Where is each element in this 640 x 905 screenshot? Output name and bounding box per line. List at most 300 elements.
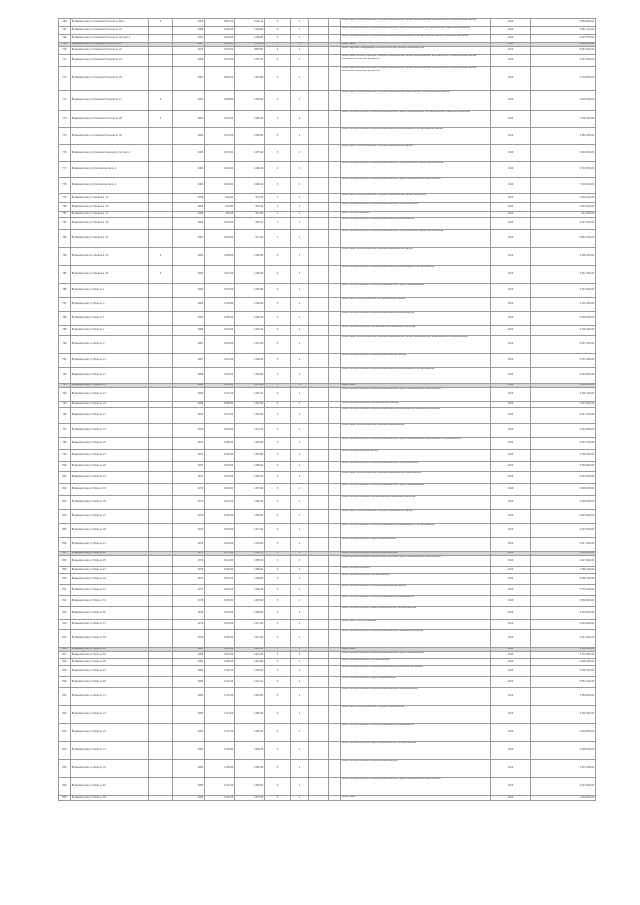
apartments-cell <box>309 218 329 230</box>
row-number: 802 <box>59 484 71 496</box>
series-cell <box>149 760 173 778</box>
series-cell <box>149 35 173 43</box>
works-description-cell: Ремонт крыш, системы отопления, холодного водоснабжения, водоотведения <box>341 472 491 484</box>
cost-cell: 2 976 200,00 <box>531 194 596 203</box>
floors-cell: 5 <box>265 368 291 384</box>
table-body <box>59 19 596 801</box>
series-cell <box>149 524 173 538</box>
address-cell: Владимирская ул. Ленина д. 23 <box>71 248 149 266</box>
total-area-cell: 1511,50 <box>205 55 235 67</box>
address-cell: Владимирская ул. Мира д. 31 <box>71 472 149 484</box>
apartments-cell <box>309 47 329 55</box>
deadline-year-cell: 2019 <box>491 284 531 298</box>
table-row <box>59 67 596 91</box>
works-description-cell: Ремонт системы отопления, электроснабжения, подвальных помещений <box>341 326 491 336</box>
living-area-cell: 1306,40 <box>235 354 265 368</box>
row-number: 778 <box>59 178 71 194</box>
row-number: 796 <box>59 408 71 424</box>
total-area-cell: 1511,00 <box>205 128 235 145</box>
apartments-cell <box>309 742 329 760</box>
works-description-cell: Ремонт крыш, системы отопления, холодного водоснабжения, горячего водоснабжения, водоотведения, электроснабжения <box>341 336 491 354</box>
entrances-cell: 4 <box>291 55 309 67</box>
extra-cell <box>329 128 341 145</box>
series-cell <box>149 574 173 585</box>
extra-cell <box>329 596 341 607</box>
cost-cell: 5 224 000,00 <box>531 145 596 162</box>
floors-cell: 5 <box>265 128 291 145</box>
build-year-cell: 1971 <box>173 438 205 450</box>
build-year-cell: 1982 <box>173 688 205 706</box>
build-year-cell: 1983 <box>173 724 205 742</box>
series-cell <box>149 724 173 742</box>
living-area-cell: 1357,40 <box>235 484 265 496</box>
row-number: 824 <box>59 742 71 760</box>
works-description-cell: Ремонт системы отопления, холодного водоснабжения, горячего водоснабжения <box>341 284 491 298</box>
living-area-cell: 1262,00 <box>235 91 265 111</box>
address-cell: Владимирская ул. Мира д. 25 <box>71 438 149 450</box>
address-cell: Владимирская ул. Мира д. 83 <box>71 796 149 801</box>
works-description-cell: Ремонт системы отопления <box>341 212 491 218</box>
row-number: 827 <box>59 796 71 801</box>
entrances-cell: 4 <box>291 128 309 145</box>
floors-cell: 5 <box>265 408 291 424</box>
deadline-year-cell: 2019 <box>491 67 531 91</box>
cost-cell: 4 876 500,00 <box>531 91 596 111</box>
deadline-year-cell: 2019 <box>491 19 531 27</box>
extra-cell <box>329 574 341 585</box>
total-area-cell: 1738,40 <box>205 760 235 778</box>
address-cell: Владимирская ул. Ленина д. 13 <box>71 194 149 203</box>
series-cell <box>149 677 173 688</box>
extra-cell <box>329 484 341 496</box>
cost-cell: 3 604 800,00 <box>531 724 596 742</box>
works-description-cell: Ремонт системы отопления, холодного водоснабжения, водоотведения, электроснабжения <box>341 266 491 284</box>
apartments-cell <box>309 336 329 354</box>
floors-cell: 5 <box>265 538 291 552</box>
address-cell: Владимирская ул. Мира д. 55 <box>71 607 149 620</box>
living-area-cell: 813,30 <box>235 212 265 218</box>
table-row <box>59 35 596 43</box>
works-description-cell: Ремонт системы отопления, электроснабжения <box>341 574 491 585</box>
cost-cell: 3 205 600,00 <box>531 496 596 510</box>
entrances-cell: 4 <box>291 67 309 91</box>
cost-cell: 2 914 600,00 <box>531 620 596 630</box>
total-area-cell: 1620,30 <box>205 510 235 524</box>
works-description-cell: Ремонт системы отопления, электроснабжения, фасада <box>341 402 491 408</box>
total-area-cell: 1417,20 <box>205 266 235 284</box>
row-number: 798 <box>59 438 71 450</box>
series-cell <box>149 538 173 552</box>
row-number: 781 <box>59 212 71 218</box>
entrances-cell: 4 <box>291 724 309 742</box>
total-area-cell: 1699,10 <box>205 659 235 666</box>
works-description-cell: Ремонт системы отопления, холодного водоснабжения, фасада <box>341 354 491 368</box>
build-year-cell: 1967 <box>173 354 205 368</box>
extra-cell <box>329 336 341 354</box>
extra-cell <box>329 496 341 510</box>
address-cell: Владимирская ул. Мира д. 63 <box>71 652 149 659</box>
address-cell: Владимирская ул. Мира д. 33 <box>71 484 149 496</box>
entrances-cell: 4 <box>291 312 309 326</box>
deadline-year-cell: 2019 <box>491 55 531 67</box>
series-cell <box>149 230 173 248</box>
row-number: 793 <box>59 384 71 388</box>
apartments-cell <box>309 796 329 801</box>
deadline-year-cell: 2019 <box>491 47 531 55</box>
series-cell <box>149 706 173 724</box>
series-cell: II <box>149 19 173 27</box>
floors-cell: 5 <box>265 496 291 510</box>
works-description-cell: Ремонт крыш <box>341 384 491 388</box>
address-cell: Владимирская ул. Мира д. 73 <box>71 706 149 724</box>
series-cell <box>149 354 173 368</box>
build-year-cell: 1976 <box>173 567 205 574</box>
row-number: 780 <box>59 203 71 212</box>
works-description-cell: Ремонт системы отопления, горячего водоснабжения <box>341 538 491 552</box>
build-year-cell: 1963 <box>173 266 205 284</box>
cost-cell: 8 254 200,00 <box>531 47 596 55</box>
series-cell <box>149 298 173 312</box>
series-cell <box>149 688 173 706</box>
cost-cell: 2 615 000,00 <box>531 203 596 212</box>
series-cell <box>149 55 173 67</box>
build-year-cell: 1977 <box>173 585 205 596</box>
build-year-cell: 1985 <box>173 796 205 801</box>
table-row <box>59 298 596 312</box>
build-year-cell: 1964 <box>173 284 205 298</box>
living-area-cell: 1325,70 <box>235 388 265 402</box>
build-year-cell: 1967 <box>173 43 205 47</box>
floors-cell: 4 <box>265 27 291 35</box>
address-cell: Владимирская ул. Мира д. 57 <box>71 620 149 630</box>
total-area-cell: 1566,80 <box>205 402 235 408</box>
row-number: 820 <box>59 677 71 688</box>
series-cell <box>149 145 173 162</box>
address-cell: Владимирская ул. Мира д. 17 <box>71 388 149 402</box>
build-year-cell: 1967 <box>173 336 205 354</box>
build-year-cell: 1968 <box>173 55 205 67</box>
build-year-cell: 1965 <box>173 298 205 312</box>
table-row <box>59 145 596 162</box>
build-year-cell: 1979 <box>173 620 205 630</box>
living-area-cell: 1469,00 <box>235 778 265 796</box>
living-area-cell: 1296,40 <box>235 298 265 312</box>
works-description-cell: Ремонт системы отопления, холодного водоснабжения, электроснабжения <box>341 203 491 212</box>
row-number: 810 <box>59 574 71 585</box>
entrances-cell: 4 <box>291 574 309 585</box>
table-row <box>59 111 596 128</box>
entrances-cell: 4 <box>291 388 309 402</box>
table-row <box>59 524 596 538</box>
cost-cell: 3 775 200,00 <box>531 585 596 596</box>
series-cell <box>149 666 173 677</box>
series-cell: II <box>149 248 173 266</box>
floors-cell: 5 <box>265 472 291 484</box>
table-row <box>59 688 596 706</box>
cost-cell: 2 458 700,00 <box>531 574 596 585</box>
living-area-cell: 1318,60 <box>235 368 265 384</box>
deadline-year-cell: 2019 <box>491 574 531 585</box>
row-number: 791 <box>59 354 71 368</box>
total-area-cell: 1642,80 <box>205 556 235 567</box>
apartments-cell <box>309 596 329 607</box>
total-area-cell: 1821,70 <box>205 19 235 27</box>
deadline-year-cell: 2019 <box>491 585 531 596</box>
total-area-cell: 1574,40 <box>205 145 235 162</box>
living-area-cell: 1284,80 <box>235 35 265 43</box>
entrances-cell: 4 <box>291 630 309 648</box>
works-description-cell: Ремонт системы отопления, холодного водоснабжения, подвальных помещений <box>341 630 491 648</box>
floors-cell: 3 <box>265 194 291 203</box>
build-year-cell: 1970 <box>173 408 205 424</box>
cost-cell: 2 863 100,00 <box>531 230 596 248</box>
cost-cell: 3 981 200,00 <box>531 128 596 145</box>
floors-cell: 5 <box>265 706 291 724</box>
entrances-cell: 4 <box>291 326 309 336</box>
entrances-cell: 3 <box>291 91 309 111</box>
deadline-year-cell: 2019 <box>491 462 531 472</box>
works-description-cell: Ремонт системы отопления, холодного водоснабжения, горячего водоснабжения, водоотведения, электроснабжения <box>341 438 491 450</box>
extra-cell <box>329 556 341 567</box>
living-area-cell: 1194,80 <box>235 27 265 35</box>
table-row <box>59 496 596 510</box>
works-description-cell: Ремонт лифтового оборудования, системы отопления, холодного водоснабжения <box>341 47 491 55</box>
apartments-cell <box>309 630 329 648</box>
works-description-cell: Ремонт системы отопления <box>341 567 491 574</box>
cost-cell: 3 456 800,00 <box>531 462 596 472</box>
total-area-cell: 1682,20 <box>205 630 235 648</box>
address-cell: Владимирская ул. Мира д. 23 <box>71 424 149 438</box>
apartments-cell <box>309 178 329 194</box>
build-year-cell: 1966 <box>173 326 205 336</box>
works-description-cell: Ремонт системы отопления, холодного водоснабжения, горячего водоснабжения <box>341 484 491 496</box>
extra-cell <box>329 742 341 760</box>
row-number: 797 <box>59 424 71 438</box>
apartments-cell <box>309 538 329 552</box>
cost-cell: 4 238 700,00 <box>531 666 596 677</box>
cost-cell: 3 587 200,00 <box>531 354 596 368</box>
apartments-cell <box>309 111 329 128</box>
build-year-cell: 1958 <box>173 194 205 203</box>
extra-cell <box>329 688 341 706</box>
apartments-cell <box>309 128 329 145</box>
series-cell <box>149 567 173 574</box>
table-row <box>59 388 596 402</box>
living-area-cell: 1269,40 <box>235 128 265 145</box>
extra-cell <box>329 266 341 284</box>
series-cell <box>149 585 173 596</box>
deadline-year-cell: 2019 <box>491 556 531 567</box>
entrances-cell: 4 <box>291 760 309 778</box>
address-cell: Владимирская ул. Мира д. 75 <box>71 724 149 742</box>
living-area-cell: 2148,10 <box>235 178 265 194</box>
address-cell: Владимирская ул. Мира д. 45 <box>71 556 149 567</box>
row-number: 766 <box>59 19 71 27</box>
address-cell: Владимирская ул. Коммунистическая д. 32 корп.1 <box>71 145 149 162</box>
row-number: 811 <box>59 585 71 596</box>
extra-cell <box>329 55 341 67</box>
entrances-cell: 4 <box>291 585 309 596</box>
extra-cell <box>329 91 341 111</box>
living-area-cell: 1301,70 <box>235 326 265 336</box>
table-row <box>59 218 596 230</box>
living-area-cell: 822,70 <box>235 203 265 212</box>
series-cell <box>149 607 173 620</box>
series-cell <box>149 408 173 424</box>
address-cell: Владимирская ул. Мира д. 19 <box>71 402 149 408</box>
floors-cell: 5 <box>265 524 291 538</box>
total-area-cell: 1609,20 <box>205 484 235 496</box>
total-area-cell: 1592,40 <box>205 450 235 462</box>
table-row <box>59 666 596 677</box>
table-row <box>59 408 596 424</box>
table-row <box>59 585 596 596</box>
deadline-year-cell: 2019 <box>491 312 531 326</box>
row-number: 807 <box>59 552 71 556</box>
living-area-cell: 1408,60 <box>235 607 265 620</box>
living-area-cell: 1391,80 <box>235 67 265 91</box>
entrances-cell: 4 <box>291 43 309 47</box>
total-area-cell: 1588,90 <box>205 438 235 450</box>
living-area-cell: 1362,10 <box>235 496 265 510</box>
apartments-cell <box>309 230 329 248</box>
build-year-cell: 1960 <box>173 212 205 218</box>
entrances-cell: 4 <box>291 424 309 438</box>
cost-cell: 3 698 400,00 <box>531 484 596 496</box>
build-year-cell: 1959 <box>173 203 205 212</box>
extra-cell <box>329 312 341 326</box>
series-cell <box>149 484 173 496</box>
deadline-year-cell: 2019 <box>491 796 531 801</box>
total-area-cell: 1012,00 <box>205 218 235 230</box>
build-year-cell: 1978 <box>173 596 205 607</box>
total-area-cell: 936,40 <box>205 194 235 203</box>
floors-cell: 5 <box>265 688 291 706</box>
works-description-cell: Ремонт системы отопления, холодного водоснабжения, горячего водоснабжения, электроснабжения, подвальных помещений <box>341 111 491 128</box>
table-row <box>59 230 596 248</box>
entrances-cell: 4 <box>291 462 309 472</box>
row-number: 808 <box>59 556 71 567</box>
deadline-year-cell: 2019 <box>491 438 531 450</box>
address-cell: Владимирская ул. Мира д. 65 <box>71 659 149 666</box>
living-area-cell: 1265,10 <box>235 312 265 326</box>
address-cell: Владимирская ул. Мира д. 79 <box>71 760 149 778</box>
series-cell <box>149 47 173 55</box>
series-cell <box>149 652 173 659</box>
table-row <box>59 354 596 368</box>
apartments-cell <box>309 574 329 585</box>
works-description-cell: Ремонт системы отопления, холодного водоснабжения <box>341 760 491 778</box>
row-number: 779 <box>59 194 71 203</box>
row-number: 771 <box>59 55 71 67</box>
deadline-year-cell: 2019 <box>491 145 531 162</box>
cost-cell: 4 097 500,00 <box>531 524 596 538</box>
floors-cell: 5 <box>265 354 291 368</box>
table-row <box>59 266 596 284</box>
works-description-cell: Ремонт системы отопления, горячего водоснабжения <box>341 677 491 688</box>
address-cell: Владимирская ул. Коммунистическая д. 24 <box>71 55 149 67</box>
table-row <box>59 596 596 607</box>
apartments-cell <box>309 510 329 524</box>
living-area-cell: 1329,50 <box>235 408 265 424</box>
cost-cell: 4 302 100,00 <box>531 388 596 402</box>
total-area-cell: 1749,70 <box>205 796 235 801</box>
works-description-cell: Ремонт системы отопления, холодного водоснабжения, горячего водоснабжения, водоотведения <box>341 556 491 567</box>
entrances-cell: 2 <box>291 194 309 203</box>
apartments-cell <box>309 408 329 424</box>
series-cell <box>149 510 173 524</box>
build-year-cell: 1967 <box>173 67 205 91</box>
apartments-cell <box>309 462 329 472</box>
apartments-cell <box>309 666 329 677</box>
apartments-cell <box>309 496 329 510</box>
deadline-year-cell: 2019 <box>491 424 531 438</box>
table-row <box>59 336 596 354</box>
table-row <box>59 203 596 212</box>
works-description-cell: Ремонт системы отопления, холодного водоснабжения, водоотведения <box>341 312 491 326</box>
address-cell: Владимирская ул. Мира д. 3 <box>71 298 149 312</box>
address-cell: Владимирская ул. Мира д. 67 <box>71 666 149 677</box>
apartments-cell <box>309 607 329 620</box>
series-cell <box>149 778 173 796</box>
row-number: 804 <box>59 510 71 524</box>
apartments-cell <box>309 524 329 538</box>
entrances-cell: 4 <box>291 484 309 496</box>
extra-cell <box>329 298 341 312</box>
extra-cell <box>329 284 341 298</box>
series-cell <box>149 556 173 567</box>
works-description-cell: Ремонт системы отопления, фасада <box>341 450 491 462</box>
works-description-cell: Ремонт системы отопления, холодного водоснабжения, электроснабжения, подвальных помещений <box>341 162 491 178</box>
address-cell: Владимирская ул. Ленина д. 15 <box>71 203 149 212</box>
floors-cell: 5 <box>265 336 291 354</box>
apartments-cell <box>309 145 329 162</box>
total-area-cell: 1524,30 <box>205 284 235 298</box>
series-cell <box>149 368 173 384</box>
works-description-cell: Ремонт системы отопления, холодного водоснабжения, горячего водоснабжения <box>341 652 491 659</box>
extra-cell <box>329 796 341 801</box>
build-year-cell: 1984 <box>173 760 205 778</box>
works-description-cell: Ремонт системы отопления, холодного водоснабжения, водоотведения, электроснабжения, фасада <box>341 128 491 145</box>
apartments-cell <box>309 67 329 91</box>
deadline-year-cell: 2019 <box>491 706 531 724</box>
total-area-cell: 1687,80 <box>205 648 235 652</box>
row-number: 777 <box>59 162 71 178</box>
works-description-cell: Ремонт крыш <box>341 796 491 801</box>
cost-cell: 1 402 800,00 <box>531 796 596 801</box>
entrances-cell: 4 <box>291 145 309 162</box>
deadline-year-cell: 2019 <box>491 298 531 312</box>
series-cell <box>149 659 173 666</box>
row-number: 818 <box>59 659 71 666</box>
extra-cell <box>329 178 341 194</box>
works-description-cell: Ремонт системы отопления, холодного водоснабжения, горячего водоснабжения, водоотведения <box>341 778 491 796</box>
cost-cell: 3 514 600,00 <box>531 284 596 298</box>
works-description-cell: Ремонт системы отопления, холодного водоснабжения, горячего водоснабжения, водоотведения <box>341 178 491 194</box>
address-cell: Владимирская ул. Мира д. 11 <box>71 354 149 368</box>
floors-cell: 5 <box>265 552 291 556</box>
build-year-cell: 1976 <box>173 556 205 567</box>
entrances-cell: 4 <box>291 354 309 368</box>
total-area-cell: 1536,80 <box>205 298 235 312</box>
table-row <box>59 796 596 801</box>
cost-cell: 4 210 300,00 <box>531 298 596 312</box>
floors-cell: 5 <box>265 284 291 298</box>
living-area-cell: 1464,40 <box>235 760 265 778</box>
address-cell: Владимирская ул. Мира д. 71 <box>71 688 149 706</box>
apartments-cell <box>309 91 329 111</box>
row-number: 801 <box>59 472 71 484</box>
